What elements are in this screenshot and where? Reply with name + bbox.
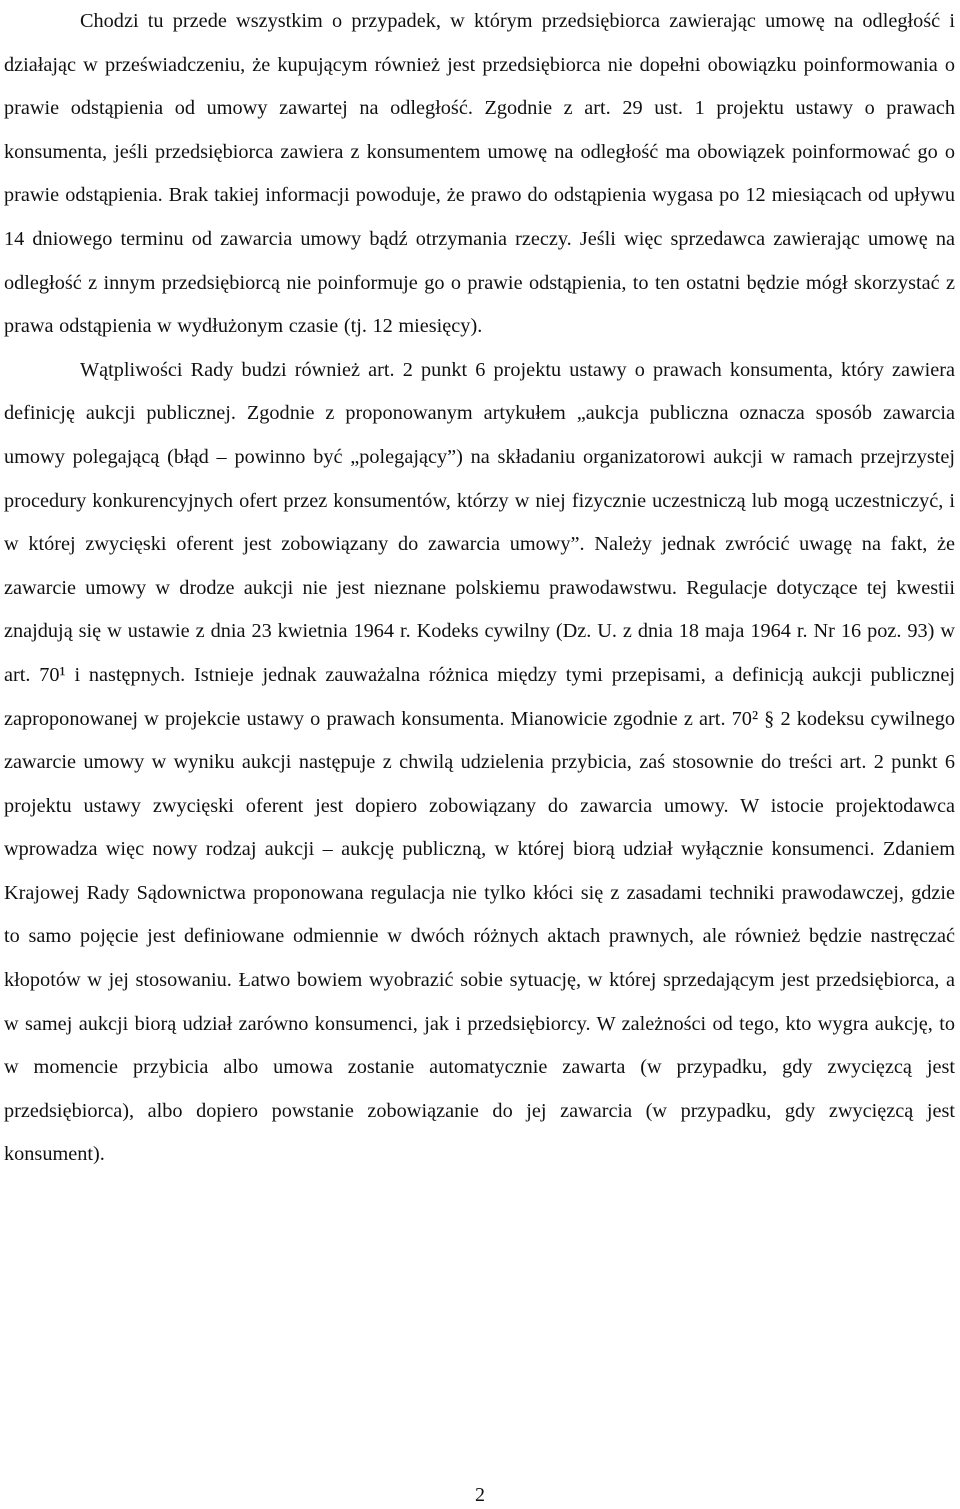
document-page [4,0,955,1177]
paragraph-1: Chodzi tu przede wszystkim o przypadek, w którym przedsiębiorca zawierając umowę na odległość i działając w przeświadczeniu, że kupującym również jest przedsiębiorca nie dopełni obowiązku poinformowania o prawie odstąpienia od umowy zawartej na odległość. Zgodnie z art. 29 ust. 1 projektu ustawy o prawach konsumenta, jeśli przedsiębiorca zawiera z konsumentem umowę na odległość ma obowiązek poinformować go o prawie odstąpienia. Brak takiej informacji powoduje, że prawo do odstąpienia wygasa po 12 miesiącach od upływu 14 dniowego terminu od zawarcia umowy bądź otrzymania rzeczy. Jeśli więc sprzedawca zawierając umowę na odległość z innym przedsiębiorcą nie poinformuje go o prawie odstąpienia, to ten ostatni będzie mógł skorzystać z prawa odstąpienia w wydłużonym czasie (tj. 12 miesięcy). [4,10,955,338]
paragraph-2: Wątpliwości Rady budzi również art. 2 punkt 6 projektu ustawy o prawach konsumenta, który zawiera definicję aukcji publicznej. Zgodnie z proponowanym artykułem „aukcja publiczna oznacza sposób zawarcia umowy polegającą (błąd – powinno być „polegający”) na składaniu organizatorowi aukcji w ramach przejrzystej procedury konkurencyjnych ofert przez konsumentów, którzy w niej fizycznie uczestniczą lub mogą uczestniczyć, i w której zwycięski oferent jest zobowiązany do zawarcia umowy”. Należy jednak zwrócić uwagę na fakt, że zawarcie umowy w drodze aukcji nie jest nieznane polskiemu prawodawstwu. Regulacje dotyczące tej kwestii znajdują się w ustawie z dnia 23 kwietnia 1964 r. Kodeks cywilny (Dz. U. z dnia 18 maja 1964 r. Nr 16 poz. 93) w art. 70¹ i następnych. Istnieje jednak zauważalna różnica między tymi przepisami, a definicją aukcji publicznej zaproponowanej w projekcie ustawy o prawach konsumenta. Mianowicie zgodnie z art. 70² § 2 kodeksu cywilnego zawarcie umowy w wyniku aukcji następuje z chwilą udzielenia przybicia, zaś stosownie do treści art. 2 punkt 6 projektu ustawy zwycięski oferent jest dopiero zobowiązany do zawarcia umowy. W istocie projektodawca wprowadza więc nowy rodzaj aukcji – aukcję publiczną, w której biorą udział wyłącznie konsumenci. Zdaniem Krajowej Rady Sądownictwa proponowana regulacja nie tylko kłóci się z zasadami techniki prawodawczej, gdzie to samo pojęcie jest definiowane odmiennie w dwóch różnych aktach prawnych, ale również będzie nastręczać kłopotów w jej stosowaniu. Łatwo bowiem wyobrazić sobie sytuację, w której sprzedającym jest przedsiębiorca, a w samej aukcji biorą udział zarówno konsumenci, jak i przedsiębiorcy. W zależności od tego, kto wygra aukcję, to w momencie przybicia albo umowa zostanie automatycznie zawarta (w przypadku, gdy zwycięzcą jest przedsiębiorca), albo dopiero powstanie zobowiązanie do jej zawarcia (w przypadku, gdy zwycięzcą jest konsument). [4,358,955,1166]
page-number: 2 [475,1484,485,1506]
